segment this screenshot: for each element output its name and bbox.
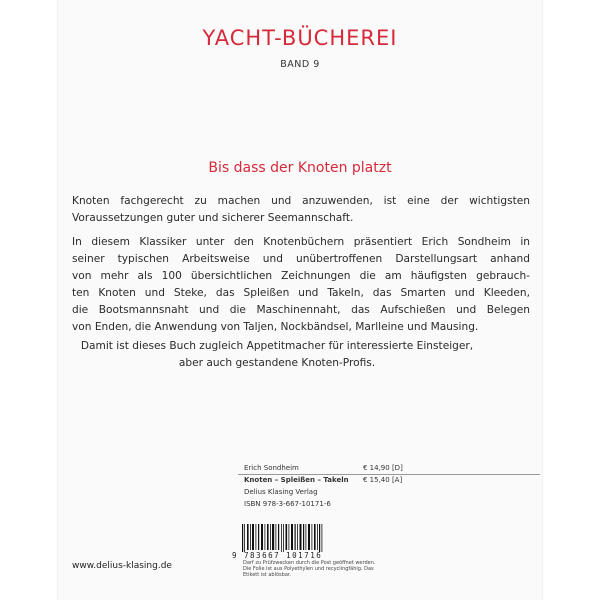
foil-notice: Darf zu Prüfzwecken durch die Post geöffnet werden. Die Folie ist aus Polyethylen und recyclingfähig. Das Etikett ist ablösbar.	[243, 560, 376, 578]
text-line: Voraussetzungen guter und sicherer Seemannschaft.	[72, 212, 354, 224]
publisher-website[interactable]: www.delius-klasing.de	[72, 561, 172, 571]
text-line: ten Knoten und Steke, das Spleißen und Takeln, das Smarten und Kleeden,	[72, 287, 530, 299]
isbn-label: ISBN 978-3-667-10171-6	[244, 500, 331, 508]
text-line: seiner typischen Arbeitsweise und unübertroffenen Darstellungsart anhand	[72, 253, 530, 265]
sticker-divider	[238, 474, 540, 475]
author-label: Erich Sondheim	[244, 464, 299, 472]
title-label: Knoten – Spleißen – Takeln	[244, 476, 349, 484]
paragraph-intro	[72, 193, 530, 227]
text-line: Damit ist dieses Buch zugleich Appetitmacher für interessierte Einsteiger,	[80, 340, 474, 352]
text-line: von Enden, die Anwendung von Taljen, Nockbändsel, Marlleine und Mausing.	[72, 321, 479, 333]
price-at: € 15,40 [A]	[363, 476, 403, 484]
series-title: YACHT-BÜCHEREI	[202, 26, 398, 50]
band-number: BAND 9	[280, 59, 320, 70]
text-line: In diesem Klassiker unter den Knotenbüchern präsentiert Erich Sondheim in	[72, 236, 530, 248]
paragraph-description	[72, 234, 530, 336]
headline: Bis dass der Knoten platzt	[208, 160, 392, 176]
text-line: von mehr als 100 übersichtlichen Zeichnungen die am häufigsten gebrauch-	[72, 270, 530, 282]
text-line: aber auch gestandene Knoten-Profis.	[178, 357, 376, 369]
price-sticker	[238, 462, 540, 520]
publisher-label: Delius Klasing Verlag	[244, 488, 318, 496]
paragraph-closing	[72, 338, 482, 372]
text-line: die Bootsmannsnaht und die Maschinennaht, das Aufschießen und Belegen	[72, 304, 530, 316]
price-de: € 14,90 [D]	[363, 464, 403, 472]
text-line: Knoten fachgerecht zu machen und anzuwenden, ist eine der wichtigsten	[72, 195, 530, 207]
barcode-number: 9 783667 101716	[232, 551, 323, 560]
